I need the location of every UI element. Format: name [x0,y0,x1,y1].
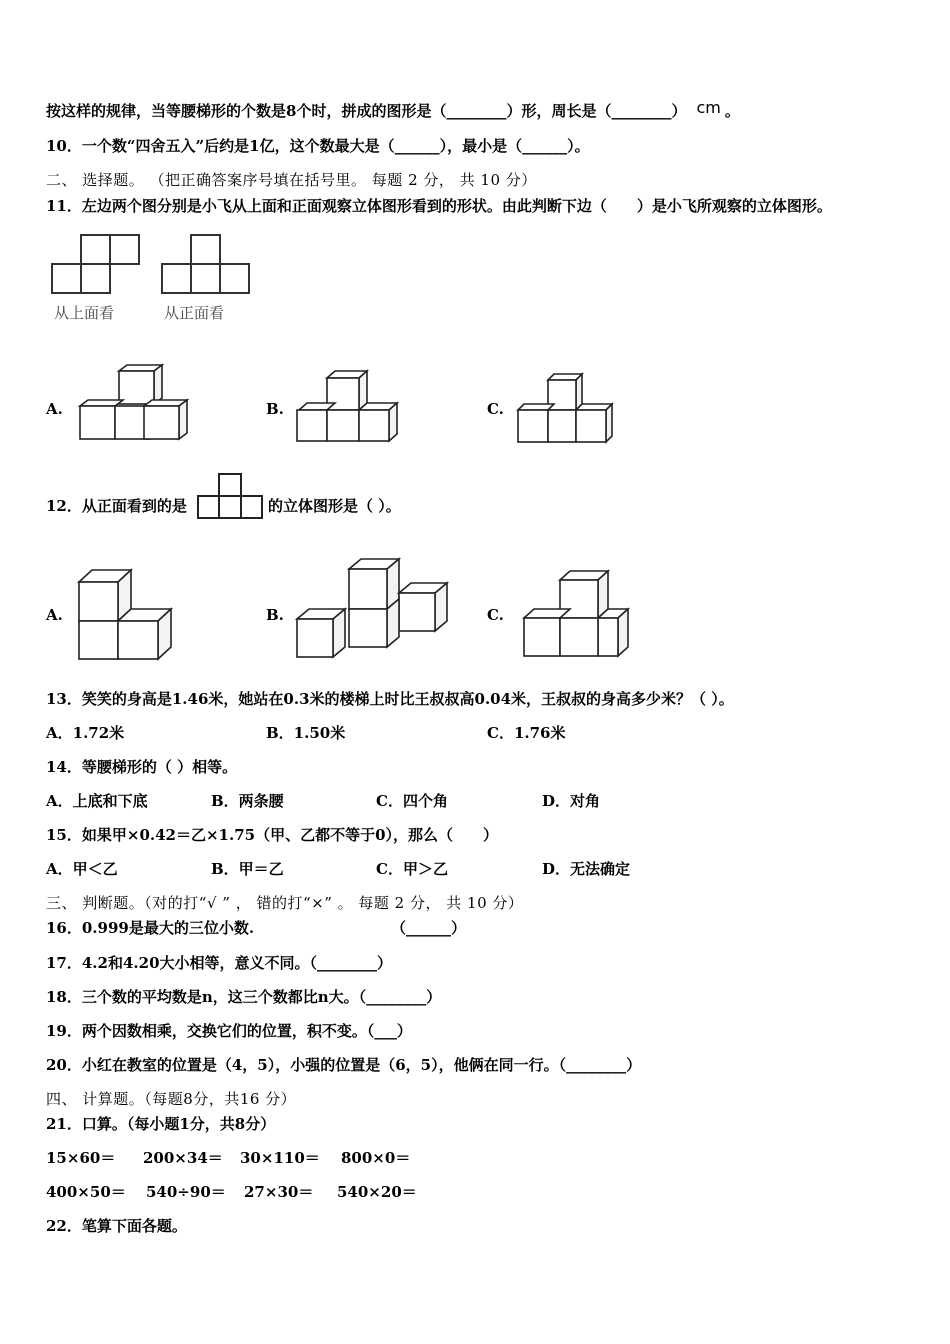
caption-front-view: 从正面看 [164,304,225,322]
q22-text: 22．笔算下面各题。 [46,1217,187,1235]
q11-option-b-figure[interactable] [293,368,403,448]
calc-item: 400×50＝ [46,1183,126,1201]
calc-item: 800×0＝ [341,1149,411,1167]
q9-body: 按这样的规律，当等腰梯形的个数是8个时，拼成的图形是（________）形，周长是（________） [46,102,687,120]
q12-option-b-figure[interactable] [293,553,459,663]
q11-view-diagrams [46,230,266,326]
q11-option-a-figure[interactable] [72,360,192,446]
q9-unit: cm [696,98,721,117]
q11-option-b-label[interactable]: B. [266,400,284,418]
q12-option-b-label[interactable]: B. [266,606,284,624]
q11-option-c-label[interactable]: C. [487,400,504,418]
q13-option-c[interactable]: C．1.76米 [487,724,566,742]
q19-text: 19．两个因数相乘，交换它们的位置，积不变。（___） [46,1022,412,1040]
q12-front-view-figure [196,472,266,522]
q15-text: 15．如果甲×0.42＝乙×1.75（甲、乙都不等于0），那么（ ） [46,826,499,844]
q14-option-b[interactable]: B．两条腰 [211,792,284,810]
calc-item: 30×110＝ [240,1149,320,1167]
q12-text [46,496,187,516]
q16-answer-blank[interactable]: （______） [391,919,467,937]
q11-option-a-label[interactable]: A. [46,400,63,418]
q17-text: 17．4.2和4.20大小相等，意义不同。（________） [46,954,393,972]
q15-option-a[interactable]: A．甲＜乙 [46,860,118,878]
q11-text: 11．左边两个图分别是小飞从上面和正面观察立体图形看到的形状。由此判断下边（ ）是小飞所观察的立体图形。 [46,197,832,215]
calc-item: 15×60＝ [46,1149,116,1167]
section3-heading: 三、 判断题。（对的打“√ ” ， 错的打“×” 。 每题 2 分， 共 10 分） [46,894,524,912]
caption-top-view: 从上面看 [54,304,115,322]
calc-item: 200×34＝ [143,1149,223,1167]
q14-text: 14．等腰梯形的（ ）相等。 [46,758,238,776]
q9-end: 。 [724,102,740,120]
q12-suffix: 的立体图形是（ ）。 [268,497,401,515]
q13-text: 13．笑笑的身高是1.46米，她站在0.3米的楼梯上时比王叔叔高0.04米，王叔叔的身高多少米？（ ）。 [46,690,734,708]
q9-text [46,98,740,121]
section2-heading: 二、 选择题。 （把正确答案序号填在括号里。 每题 2 分， 共 10 分） [46,171,537,189]
top-view-grid [52,235,139,293]
calc-item: 540÷90＝ [146,1183,226,1201]
q12-option-a-figure[interactable] [74,566,178,662]
q15-option-b[interactable]: B．甲＝乙 [211,860,284,878]
q18-text: 18．三个数的平均数是n，这三个数都比n大。（________） [46,988,442,1006]
q12-option-a-label[interactable]: A. [46,606,63,624]
q12-option-c-figure[interactable] [518,564,630,662]
q11-option-c-figure[interactable] [512,370,622,450]
q13-option-a[interactable]: A．1.72米 [46,724,125,742]
q20-text: 20．小红在教室的位置是（4，5），小强的位置是（6，5），他俩在同一行。（________） [46,1056,642,1074]
q14-option-c[interactable]: C．四个角 [376,792,448,810]
q15-option-d[interactable]: D．无法确定 [542,860,631,878]
section4-heading: 四、 计算题。（每题8分，共16 分） [46,1090,297,1108]
q14-option-a[interactable]: A．上底和下底 [46,792,148,810]
q10-text: 10．一个数“四舍五入”后约是1亿，这个数最大是（______），最小是（______）。 [46,137,590,155]
q12-prefix: 12．从正面看到的是 [46,497,187,515]
q12-option-c-label[interactable]: C. [487,606,504,624]
calc-item: 540×20＝ [337,1183,417,1201]
front-view-grid [162,235,249,293]
q21-text: 21．口算。（每小题1分，共8分） [46,1115,276,1133]
calc-item: 27×30＝ [244,1183,314,1201]
q14-option-d[interactable]: D．对角 [542,792,601,810]
q16-text: 16．0.999是最大的三位小数. [46,919,255,937]
q13-option-b[interactable]: B．1.50米 [266,724,346,742]
q15-option-c[interactable]: C．甲＞乙 [376,860,448,878]
